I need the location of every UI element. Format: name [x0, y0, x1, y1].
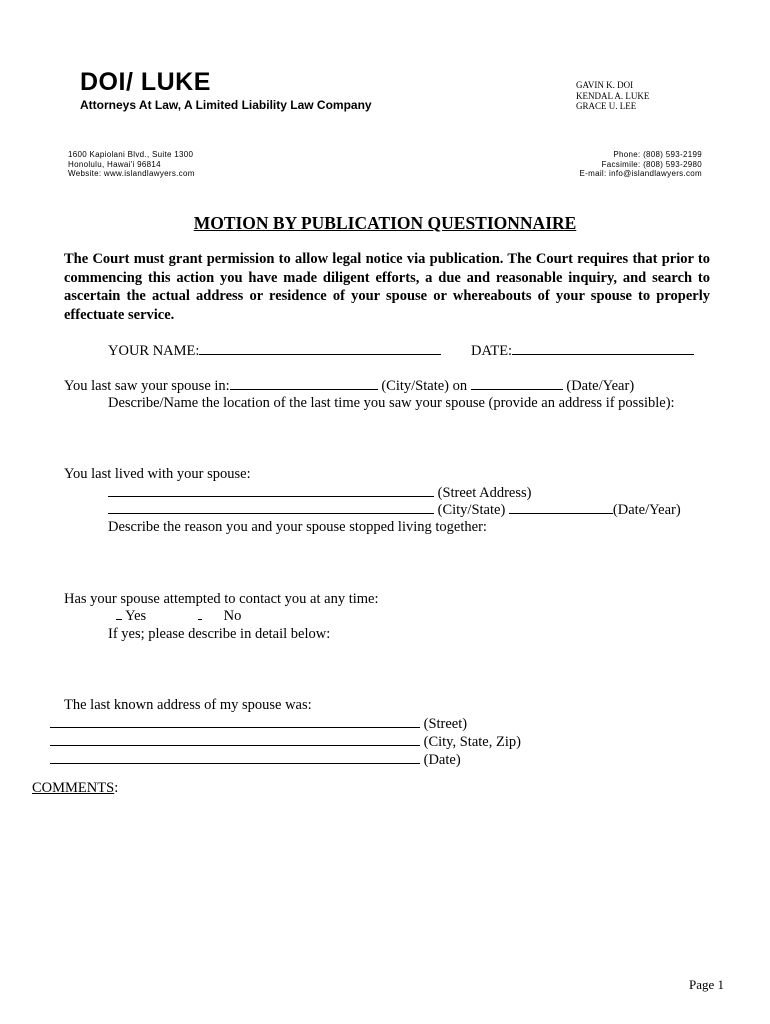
date-row-address: [50, 750, 461, 769]
firm-tagline: Attorneys At Law, A Limited Liability Law Company: [80, 98, 372, 112]
city-state-field[interactable]: [108, 500, 434, 514]
last-saw-city-field[interactable]: [230, 376, 378, 390]
last-saw-label: You last saw your spouse in:: [64, 378, 230, 394]
address-line: Honolulu, Hawai'i 96814: [68, 159, 161, 169]
address-line: 1600 Kapiolani Blvd., Suite 1300: [68, 150, 194, 159]
street-address-label: (Street Address): [437, 485, 532, 501]
street-field[interactable]: [50, 714, 420, 728]
city-state-zip-label: (City, State, Zip): [423, 734, 521, 750]
partner-name: GAVIN K. DOI: [576, 80, 634, 90]
yes-checkbox[interactable]: [116, 609, 122, 620]
city-state-zip-field[interactable]: [50, 732, 420, 746]
city-state-row: [108, 500, 681, 519]
describe-location-label: Describe/Name the location of the last time you saw your spouse (provide an address if possible):: [108, 395, 675, 411]
intro-paragraph: The Court must grant permission to allow legal notice via publication. The Court requires that prior to commencing this action you have made diligent efforts, a due and reasonable inquiry, and search to ascertain the actual address or residence of your spouse or whereabouts of your spouse to properly effectuate service.: [64, 251, 710, 323]
comments-label: COMMENTS: [32, 780, 115, 796]
your-name-row: [108, 341, 441, 360]
firm-contact: [580, 150, 703, 179]
city-state-label: (City/State): [437, 502, 506, 518]
contact-question: Has your spouse attempted to contact you at any time:: [64, 591, 379, 607]
date-row: [471, 341, 694, 360]
website-line: Website: www.islandlawyers.com: [68, 169, 195, 178]
firm-address: [68, 150, 195, 179]
your-name-field[interactable]: [199, 341, 441, 355]
street-address-field[interactable]: [108, 483, 434, 497]
no-option[interactable]: [198, 607, 241, 625]
email-line: E-mail: info@islandlawyers.com: [579, 169, 702, 178]
yes-option[interactable]: [116, 607, 146, 625]
address-date-field[interactable]: [50, 750, 420, 764]
date-year-label: (Date/Year): [612, 502, 681, 518]
phone-line: Phone: (808) 593-2199: [613, 150, 702, 159]
if-yes-label: If yes; please describe in detail below:: [108, 626, 331, 642]
partners-list: [576, 80, 649, 112]
lived-date-field[interactable]: [509, 500, 613, 514]
describe-reason-label: Describe the reason you and your spouse stopped living together:: [108, 519, 487, 535]
last-saw-row: [64, 376, 634, 395]
last-known-label: The last known address of my spouse was:: [64, 697, 312, 713]
firm-name: DOI/ LUKE: [80, 68, 211, 96]
lived-with-label: You last lived with your spouse:: [64, 466, 251, 482]
partner-name: KENDAL A. LUKE: [576, 90, 650, 101]
date-year-label: (Date/Year): [566, 378, 635, 394]
no-label: No: [223, 608, 242, 624]
date-label: DATE:: [471, 343, 513, 359]
document-title: MOTION BY PUBLICATION QUESTIONNAIRE: [193, 213, 577, 233]
comments-colon: :: [114, 780, 119, 796]
yes-label: Yes: [125, 608, 147, 624]
last-saw-date-field[interactable]: [471, 376, 563, 390]
no-checkbox[interactable]: [198, 609, 202, 620]
fax-line: Facsimile: (808) 593-2980: [601, 159, 702, 169]
your-name-label: YOUR NAME:: [108, 343, 200, 359]
address-date-label: (Date): [423, 752, 461, 768]
city-state-on-label: (City/State) on: [381, 378, 468, 394]
page-number: Page 1: [688, 977, 724, 992]
street-label: (Street): [423, 716, 468, 732]
street-row: [50, 714, 467, 733]
date-field[interactable]: [512, 341, 694, 355]
comments-heading: [32, 779, 118, 797]
city-state-zip-row: [50, 732, 521, 751]
partner-name: GRACE U. LEE: [576, 101, 637, 111]
